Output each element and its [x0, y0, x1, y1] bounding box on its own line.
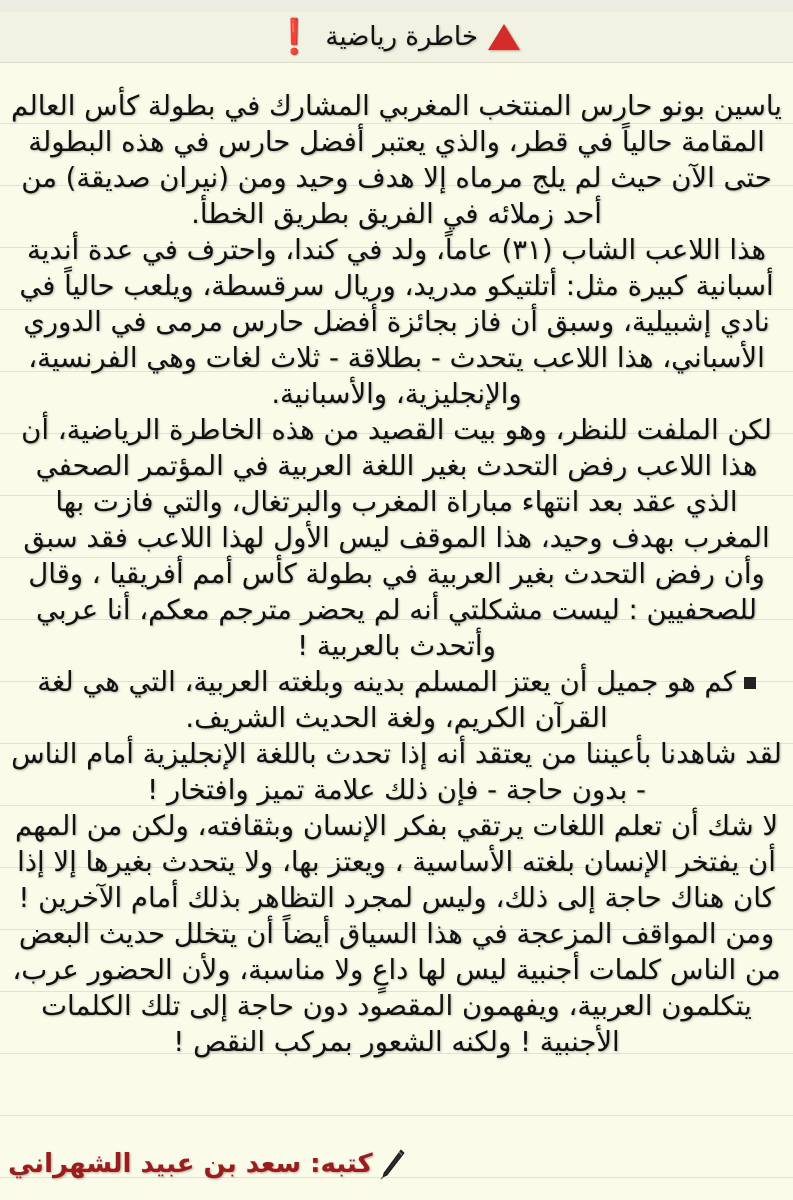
red-triangle-icon: [488, 24, 520, 50]
paragraph-7: ومن المواقف المزعجة في هذا السياق أيضاً أن يتخلل حديث البعض من الناس كلمات أجنبية ليس لها داعٍ ولا مناسبة، ولأن الحضور عرب، يتكلمون العربية، ويفهمون المقصود دون حاجة إلى تلك الكلمات الأجنبية ! ولكنه الشعور بمركب النقص !: [12, 918, 781, 1058]
pen-icon: [379, 1148, 405, 1180]
paragraph-1: ياسين بونو حارس المنتخب المغربي المشارك في بطولة كأس العالم المقامة حالياً في قطر، والذي يعتبر أفضل حارس في هذه البطولة حتى الآن حيث لم يلج مرماه إلا هدف وحيد ومن (نيران صديقة) من أحد زملائه في الفريق بطريق الخطأ.: [11, 90, 782, 230]
paragraph-2: هذا اللاعب الشاب (٣١) عاماً، ولد في كندا، واحترف في عدة أندية أسبانية كبيرة مثل: أتلتيكو مدريد، وريال سرقسطة، ويلعب حالياً في نادي إشبيلية، وسبق أن فاز بجائزة أفضل حارس مرمى في الدوري الأسباني، هذا اللاعب يتحدث - بطلاقة - ثلاث لغات وهي الفرنسية، والإنجليزية، والأسبانية.: [19, 234, 774, 410]
paragraph-6: لا شك أن تعلم اللغات يرتقي بفكر الإنسان وبثقافته، ولكن من المهم أن يفتخر الإنسان بلغته الأساسية ، ويعتز بها، ولا يتحدث بغيرها إلا إذا كان هناك حاجة إلى ذلك، وليس لمجرد التظاهر بذلك أمام الآخرين !: [14, 810, 779, 914]
paragraph-3: لكن الملفت للنظر، وهو بيت القصيد من هذه الخاطرة الرياضية، أن هذا اللاعب رفض التحدث بغير اللغة العربية في المؤتمر الصحفي الذي عقد بعد انتهاء مباراة المغرب والبرتغال، والتي فازت بها المغرب بهدف وحيد، هذا الموقف ليس الأول لهذا اللاعب فقد سبق وأن رفض التحدث بغير العربية في بطولة كأس أمم أفريقيا ، وقال للصحفيين : ليست مشكلتي أنه لم يحضر مترجم معكم، أنا عربي وأتحدث بالعربية !: [21, 414, 772, 662]
black-square-bullet-icon: [744, 677, 756, 689]
paragraph-4-bulleted: [10, 664, 783, 736]
paragraph-5: لقد شاهدنا بأعيننا من يعتقد أنه إذا تحدث باللغة الإنجليزية أمام الناس - بدون حاجة - فإن ذلك علامة تميز وافتخار !: [11, 738, 782, 806]
author-name: كتبه: سعد بن عبيد الشهراني: [8, 1149, 373, 1179]
author-signature: [8, 1148, 405, 1180]
article-body: [10, 88, 783, 1060]
title-bar: [0, 12, 793, 63]
page-title: خاطرة رياضية: [325, 22, 478, 52]
red-exclamation-icon: ❗: [273, 17, 316, 57]
paragraph-4-text: كم هو جميل أن يعتز المسلم بدينه وبلغته العربية، التي هي لغة القرآن الكريم، ولغة الحديث الشريف.: [37, 666, 736, 734]
